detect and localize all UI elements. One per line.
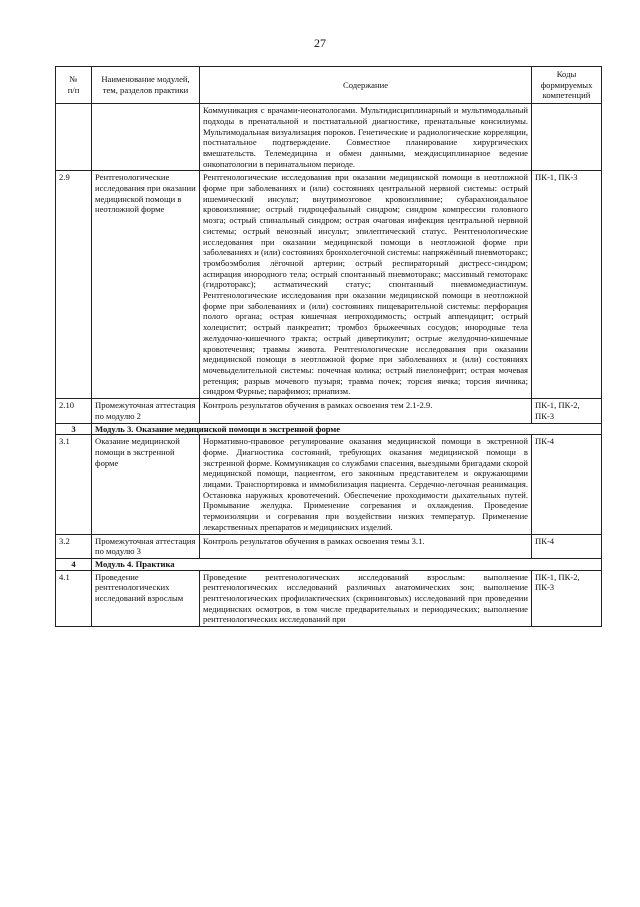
module-row — [56, 423, 602, 435]
module-number: 4 — [56, 558, 92, 570]
table-row — [56, 399, 602, 423]
header-codes: Коды формируемых компетенций — [532, 67, 602, 104]
row-codes: ПК-4 — [532, 435, 602, 534]
row-content: Коммуникация с врачами-неонатологами. Мультидисциплинарный и мультимодальный подходы в пренатальной и постнатальной диагностике, пренатальные консилиумы. Мультимодальная визуализация пороков. Генетические и радиологические корреляции, постнатальное подтверждение. Совместное планирование хирургических вмешательств. Телемедицина и обмен данными, междисциплинарное ведение онкопатологии в перинатальном периоде. — [200, 104, 532, 171]
row-codes: ПК-1, ПК-3 — [532, 171, 602, 399]
row-name: Промежуточная аттестация по модулю 3 — [92, 534, 200, 558]
row-number: 2.10 — [56, 399, 92, 423]
header-name: Наименование модулей, тем, разделов практики — [92, 67, 200, 104]
row-number: 2.9 — [56, 171, 92, 399]
page-number: 27 — [314, 36, 326, 50]
table-row — [56, 570, 602, 627]
row-name: Рентгенологические исследования при оказании медицинской помощи в неотложной форме — [92, 171, 200, 399]
row-name: Оказание медицинской помощи в экстренной форме — [92, 435, 200, 534]
row-codes — [532, 104, 602, 171]
row-name — [92, 104, 200, 171]
row-codes: ПК-1, ПК-2, ПК-3 — [532, 570, 602, 627]
module-number: 3 — [56, 423, 92, 435]
header-number: № п/п — [56, 67, 92, 104]
row-content: Проведение рентгенологических исследований взрослым: выполнение рентгенологических исследований различных анатомических зон; выполнение рентгенологических профилактических (скрининговых) исследований при проведении медицинских осмотров, в том числе предварительных и периодических; выполнение рентгенологических исследований при — [200, 570, 532, 627]
table-row — [56, 171, 602, 399]
table-row — [56, 104, 602, 171]
row-content: Контроль результатов обучения в рамках освоения темы 3.1. — [200, 534, 532, 558]
module-row — [56, 558, 602, 570]
row-number: 3.2 — [56, 534, 92, 558]
row-number: 4.1 — [56, 570, 92, 627]
row-name: Проведение рентгенологических исследований взрослым — [92, 570, 200, 627]
row-codes: ПК-4 — [532, 534, 602, 558]
row-content: Нормативно-правовое регулирование оказания медицинской помощи в экстренной форме. Диагностика состояний, требующих оказания медицинской помощи в экстренной форме. Коммуникация со службами спасения, выездными бригадами скорой медицинской помощи, пациентом, его законным представителем и окружающими лицами. Транспортировка и иммобилизация пациента. Сердечно-легочная реанимация. Остановка наружных кровотечений. Обеспечение проходимости дыхательных путей. Промывание желудка. Применение согревания и охлаждения. Проведение термоизоляции и согревания при воздействии низких температур. Применение лекарственных препаратов и медицинских изделий. — [200, 435, 532, 534]
module-title: Модуль 3. Оказание медицинской помощи в экстренной форме — [92, 423, 602, 435]
practice-content-table — [55, 66, 602, 627]
module-title: Модуль 4. Практика — [92, 558, 602, 570]
table-header-row — [56, 67, 602, 104]
table-row — [56, 435, 602, 534]
header-content: Содержание — [200, 67, 532, 104]
table-row — [56, 534, 602, 558]
row-number: 3.1 — [56, 435, 92, 534]
row-content: Рентгенологические исследования при оказании медицинской помощи в неотложной форме при заболеваниях и (или) состояниях центральной нервной системы: острый ишемический инсульт; внутримозговое кровоизлияние; субарахноидальное кровоизлияние; острый гидроцефальный синдром; синдром компрессии головного мозга; острый спинальный синдром; острая очаговая инфекция центральной нервной системы; острый венозный инсульт; эпилептический статус. Рентгенологические исследования при оказании медицинской помощи в неотложной форме при заболеваниях и (или) состояниях бронхолегочной системы: напряжённый пневмоторакс; тромбоэмболия лёгочной артерии; острый респираторный дистресс-синдром; аспирация инородного тела; острый спонтанный пневмоторакс; массивный гемоторакс (гидроторакс); астматический статус; спонтанный пневмомедиастинум. Рентгенологические исследования при оказании медицинской помощи в неотложной форме при заболеваниях и (или) состояниях пищеварительной системы: перфорация полого органа; острая кишечная непроходимость; острый аппендицит; острый холецистит; острый панкреатит; тромбоз брыжеечных сосудов; инородные тела желудочно-кишечного тракта; острый дивертикулит; острые желудочно-кишечные кровотечения; травмы живота. Рентгенологические исследования при оказании медицинской помощи в неотложной форме при заболеваниях и (или) состояниях мочевыделительной системы: почечная колика; острый пиелонефрит; острая мочевая ретенция; разрыв мочевого пузыря; травма почек; торсия яичка; торсия яичника; синдром Фурнье; парафимоз; приапизм. — [200, 171, 532, 399]
row-name: Промежуточная аттестация по модулю 2 — [92, 399, 200, 423]
row-codes: ПК-1, ПК-2, ПК-3 — [532, 399, 602, 423]
row-number — [56, 104, 92, 171]
row-content: Контроль результатов обучения в рамках освоения тем 2.1-2.9. — [200, 399, 532, 423]
